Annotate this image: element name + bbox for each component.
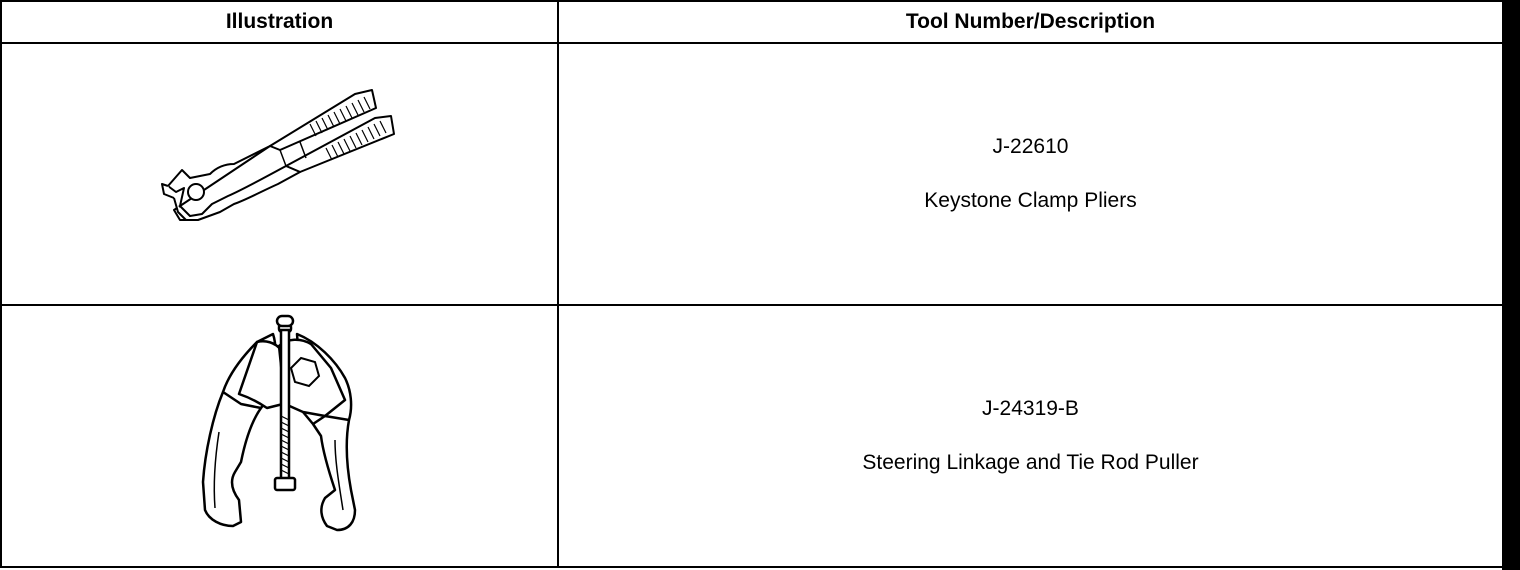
tool-description: Keystone Clamp Pliers [924,189,1137,212]
tool-number: J-24319-B [982,397,1079,420]
header-tool-number-description: Tool Number/Description [905,10,1156,33]
table-border-bottom [0,566,1502,568]
header-illustration: Illustration [225,10,334,33]
tool-description-cell [559,44,1502,304]
tie-rod-puller-icon [195,312,375,542]
tool-description-cell [559,306,1502,566]
tool-description: Steering Linkage and Tie Rod Puller [862,451,1199,474]
keystone-clamp-pliers-icon [150,80,410,230]
tool-number: J-22610 [992,135,1069,158]
page-edge-bar [1502,0,1520,570]
table-border-left [0,0,2,568]
